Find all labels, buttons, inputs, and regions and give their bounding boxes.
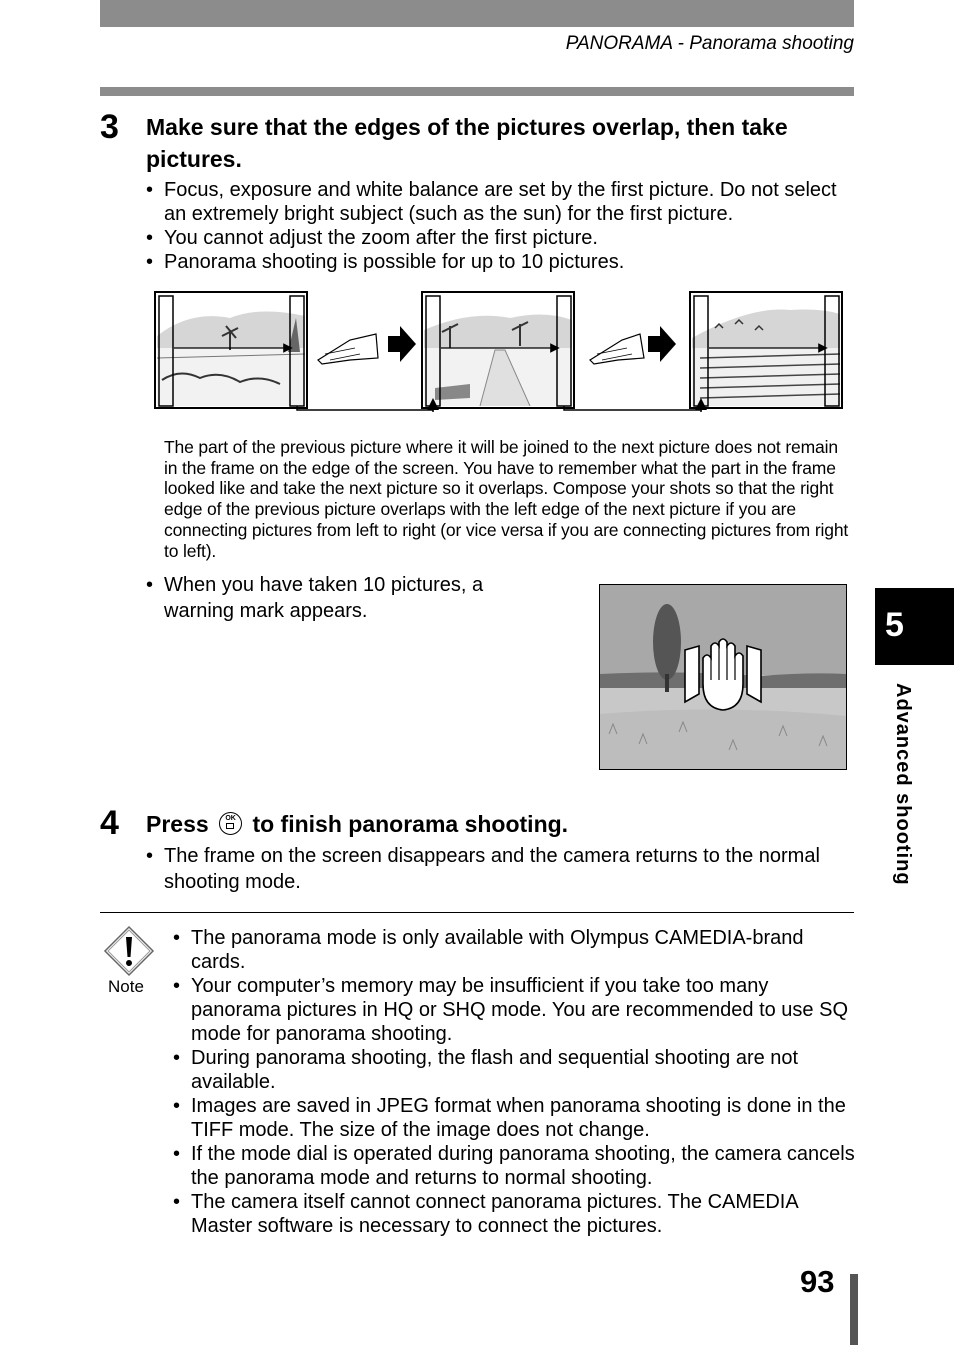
page-number: 93 xyxy=(800,1264,835,1299)
step-3-title: Make sure that the edges of the pictures overlap, then take pictures. xyxy=(146,114,788,172)
ok-button-icon xyxy=(219,812,242,835)
note-label: Note xyxy=(108,977,144,996)
overlap-connector xyxy=(564,406,701,410)
step-4-bullets xyxy=(146,843,846,895)
pointing-hand-icon xyxy=(318,334,378,364)
step-4-title-before: Press xyxy=(146,811,209,837)
pointing-hand-icon xyxy=(590,334,644,364)
panorama-frame-1 xyxy=(155,292,307,408)
note-bullets xyxy=(173,926,855,1238)
header-bar xyxy=(100,0,854,27)
overlap-connector xyxy=(297,406,433,410)
illustration-caption: The part of the previous picture where it will be joined to the next picture does not remain in the frame on the edge of the screen. You have to remember what the part in the frame looked like and take the next picture so it overlaps. Compose your shots so that the right edge of the previous picture overlaps with the left edge of the next picture if you are connecting pictures from left to right (or vice versa if you are connecting pictures from right to left). xyxy=(164,437,849,561)
list-item: • Panorama shooting is possible for up to 10 pictures. xyxy=(146,250,858,274)
chapter-side-label: Advanced shooting xyxy=(892,683,914,886)
panorama-frame-3 xyxy=(690,292,842,408)
warning-mark-photo xyxy=(599,584,847,770)
step-4-number: 4 xyxy=(100,804,119,842)
list-item: • Your computer’s memory may be insufficient if you take too many panorama pictures in HQ or SHQ mode. You are recommended to use SQ mode for panorama shooting. xyxy=(173,974,855,1046)
panorama-frame-2 xyxy=(422,292,574,408)
step-3-number: 3 xyxy=(100,108,119,146)
step-4-title xyxy=(146,808,858,840)
note-warning-icon xyxy=(103,925,155,977)
right-arrow-icon xyxy=(388,326,416,362)
right-arrow-icon xyxy=(648,326,676,362)
page-edge-bar xyxy=(850,1274,858,1345)
list-item: • Focus, exposure and white balance are set by the first picture. Do not select an extremely bright subject (such as the sun) for the first picture. xyxy=(146,178,858,226)
list-item: • Images are saved in JPEG format when panorama shooting is done in the TIFF mode. The size of the image does not change. xyxy=(173,1094,855,1142)
step-3-bullets xyxy=(146,178,858,274)
list-item: • You cannot adjust the zoom after the first picture. xyxy=(146,226,858,250)
section-divider xyxy=(100,912,854,913)
panorama-sequence-illustration xyxy=(150,288,850,413)
list-item: • During panorama shooting, the flash and sequential shooting are not available. xyxy=(173,1046,855,1094)
section-header: PANORAMA - Panorama shooting xyxy=(565,33,854,54)
step-4-title-after: to finish panorama shooting. xyxy=(252,811,569,837)
warning-bullet-list xyxy=(146,572,536,624)
list-item: • The camera itself cannot connect panorama pictures. The CAMEDIA Master software is necessary to connect the pictures. xyxy=(173,1190,855,1238)
list-item: • The frame on the screen disappears and the camera returns to the normal shooting mode. xyxy=(146,843,846,895)
list-item: • If the mode dial is operated during panorama shooting, the camera cancels the panorama mode and returns to normal shooting. xyxy=(173,1142,855,1190)
section-rule xyxy=(100,87,854,96)
chapter-tab xyxy=(875,588,954,665)
list-item: • When you have taken 10 pictures, a warning mark appears. xyxy=(146,572,536,624)
chapter-number: 5 xyxy=(885,606,904,644)
ok-button-label: OK xyxy=(225,815,236,822)
list-item: • The panorama mode is only available with Olympus CAMEDIA-brand cards. xyxy=(173,926,855,974)
